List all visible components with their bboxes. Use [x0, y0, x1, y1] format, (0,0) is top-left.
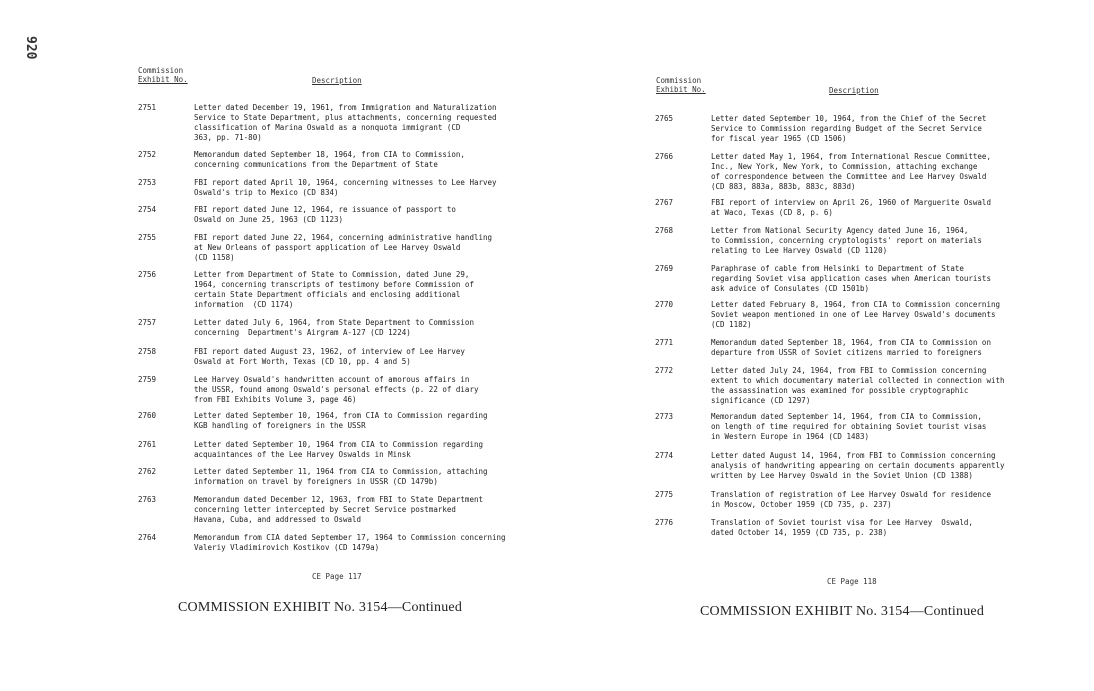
exhibit-description: FBI report dated August 23, 1962, of interview of Lee Harvey Oswald at Fort Worth, Texas (CD 10, pp. 4 and 5) [194, 347, 465, 366]
exhibit-number: 2768 [655, 226, 674, 235]
right-description-header: Description [829, 86, 879, 95]
exhibit-number: 2759 [138, 375, 157, 384]
exhibit-description: Letter dated September 10, 1964, from the Chief of the Secret Service to Commission regarding Budget of the Secret Service for fiscal year 1965 (CD 1506) [711, 114, 987, 143]
page-number: 920 [23, 36, 38, 60]
exhibit-description: Letter dated May 1, 1964, from International Rescue Committee, Inc., New York, New York, to Commission, attaching exchange of correspondence between the Committee and Lee Harvey Oswald (CD 883, 883a, 883b, 883c, 883d) [711, 152, 991, 191]
exhibit-number: 2772 [655, 366, 674, 375]
exhibit-number: 2753 [138, 178, 157, 187]
exhibit-description: FBI report of interview on April 26, 1960 of Marguerite Oswald at Waco, Texas (CD 8, p. 6) [711, 198, 991, 217]
exhibit-number: 2758 [138, 347, 157, 356]
exhibit-description: FBI report dated April 10, 1964, concerning witnesses to Lee Harvey Oswald's trip to Mexico (CD 834) [194, 178, 497, 197]
exhibit-description: FBI report dated June 12, 1964, re issuance of passport to Oswald on June 25, 1963 (CD 1123) [194, 205, 456, 224]
right-column-header [656, 76, 706, 94]
exhibit-number: 2751 [138, 103, 157, 112]
left-column-header [138, 66, 188, 84]
exhibit-number: 2776 [655, 518, 674, 527]
exhibit-description: Memorandum from CIA dated September 17, 1964 to Commission concerning Valeriy Vladimirovich Kostikov (CD 1479a) [194, 533, 506, 552]
exhibit-description: FBI report dated June 22, 1964, concerning administrative handling at New Orleans of passport application of Lee Harvey Oswald (CD 1158) [194, 233, 493, 262]
left-caption: COMMISSION EXHIBIT No. 3154—Continued [178, 600, 463, 615]
exhibit-number: 2765 [655, 114, 674, 123]
exhibit-number: 2755 [138, 233, 157, 242]
exhibit-number: 2770 [655, 300, 674, 309]
exhibit-description: Letter dated September 10, 1964, from CIA to Commission regarding KGB handling of foreigners in the USSR [194, 411, 488, 430]
left-header-line2: Exhibit No. [138, 75, 188, 84]
exhibit-description: Memorandum dated September 14, 1964, from CIA to Commission, on length of time required for obtaining Soviet tourist visas in Western Europe in 1964 (CD 1483) [711, 412, 987, 441]
exhibit-description: Memorandum dated September 18, 1964, from CIA to Commission, concerning communications from the Department of State [194, 150, 465, 169]
exhibit-number: 2756 [138, 270, 157, 279]
exhibit-number: 2761 [138, 440, 157, 449]
exhibit-number: 2775 [655, 490, 674, 499]
exhibit-description: Translation of registration of Lee Harvey Oswald for residence in Moscow, October 1959 (CD 735, p. 237) [711, 490, 991, 509]
exhibit-description: Memorandum dated December 12, 1963, from FBI to State Department concerning letter intercepted by Secret Service postmarked Havana, Cuba, and addressed to Oswald [194, 495, 483, 524]
exhibit-number: 2771 [655, 338, 674, 347]
left-header-line1: Commission [138, 66, 184, 75]
exhibit-description: Letter dated December 19, 1961, from Immigration and Naturalization Service to State Department, plus attachments, concerning requested classification of Marina Oswald as a nonquota immigrant (CD 363, pp. 71-80) [194, 103, 497, 142]
exhibit-description: Letter from National Security Agency dated June 16, 1964, to Commission, concerning cryptologists' report on materials relating to Lee Harvey Oswald (CD 1120) [711, 226, 982, 255]
exhibit-number: 2767 [655, 198, 674, 207]
exhibit-number: 2769 [655, 264, 674, 273]
right-header-line1: Commission [656, 76, 702, 85]
exhibit-description: Letter dated August 14, 1964, from FBI to Commission concerning analysis of handwriting appearing on certain documents apparently written by Lee Harvey Oswald in the Soviet Union (CD 1388) [711, 451, 1005, 480]
exhibit-description: Letter dated July 24, 1964, from FBI to Commission concerning extent to which documentary material collected in connection with the assassination was examined for possible cryptographic significance (CD 1297) [711, 366, 1005, 405]
exhibit-number: 2766 [655, 152, 674, 161]
exhibit-number: 2773 [655, 412, 674, 421]
exhibit-description: Memorandum dated September 18, 1964, from CIA to Commission on departure from USSR of Soviet citizens married to foreigners [711, 338, 991, 357]
exhibit-description: Letter dated September 11, 1964 from CIA to Commission, attaching information on travel by foreigners in USSR (CD 1479b) [194, 467, 488, 486]
exhibit-description: Paraphrase of cable from Helsinki to Department of State regarding Soviet visa application cases when American tourists ask advice of Consulates (CD 1501b) [711, 264, 991, 293]
exhibit-number: 2762 [138, 467, 157, 476]
exhibit-number: 2763 [138, 495, 157, 504]
right-page-footer: CE Page 118 [827, 577, 877, 586]
left-page-footer: CE Page 117 [312, 572, 362, 581]
right-caption: COMMISSION EXHIBIT No. 3154—Continued [700, 604, 985, 619]
exhibit-description: Letter from Department of State to Commission, dated June 29, 1964, concerning transcripts of testimony before Commission of certain State Department officials and enclosing additional information (CD 1174) [194, 270, 474, 309]
exhibit-description: Translation of Soviet tourist visa for Lee Harvey Oswald, dated October 14, 1959 (CD 735, p. 238) [711, 518, 973, 537]
exhibit-number: 2764 [138, 533, 157, 542]
exhibit-description: Letter dated July 6, 1964, from State Department to Commission concerning Department's Airgram A-127 (CD 1224) [194, 318, 474, 337]
exhibit-number: 2774 [655, 451, 674, 460]
exhibit-number: 2757 [138, 318, 157, 327]
exhibit-number: 2752 [138, 150, 157, 159]
right-header-line2: Exhibit No. [656, 85, 706, 94]
exhibit-number: 2760 [138, 411, 157, 420]
exhibit-description: Letter dated September 10, 1964 from CIA to Commission regarding acquaintances of the Lee Harvey Oswalds in Minsk [194, 440, 483, 459]
exhibit-number: 2754 [138, 205, 157, 214]
exhibit-description: Lee Harvey Oswald's handwritten account of amorous affairs in the USSR, found among Oswald's personal effects (p. 22 of diary from FBI Exhibits Volume 3, page 46) [194, 375, 479, 404]
left-description-header: Description [312, 76, 362, 85]
exhibit-description: Letter dated February 8, 1964, from CIA to Commission concerning Soviet weapon mentioned in one of Lee Harvey Oswald's documents (CD 1182) [711, 300, 1000, 329]
